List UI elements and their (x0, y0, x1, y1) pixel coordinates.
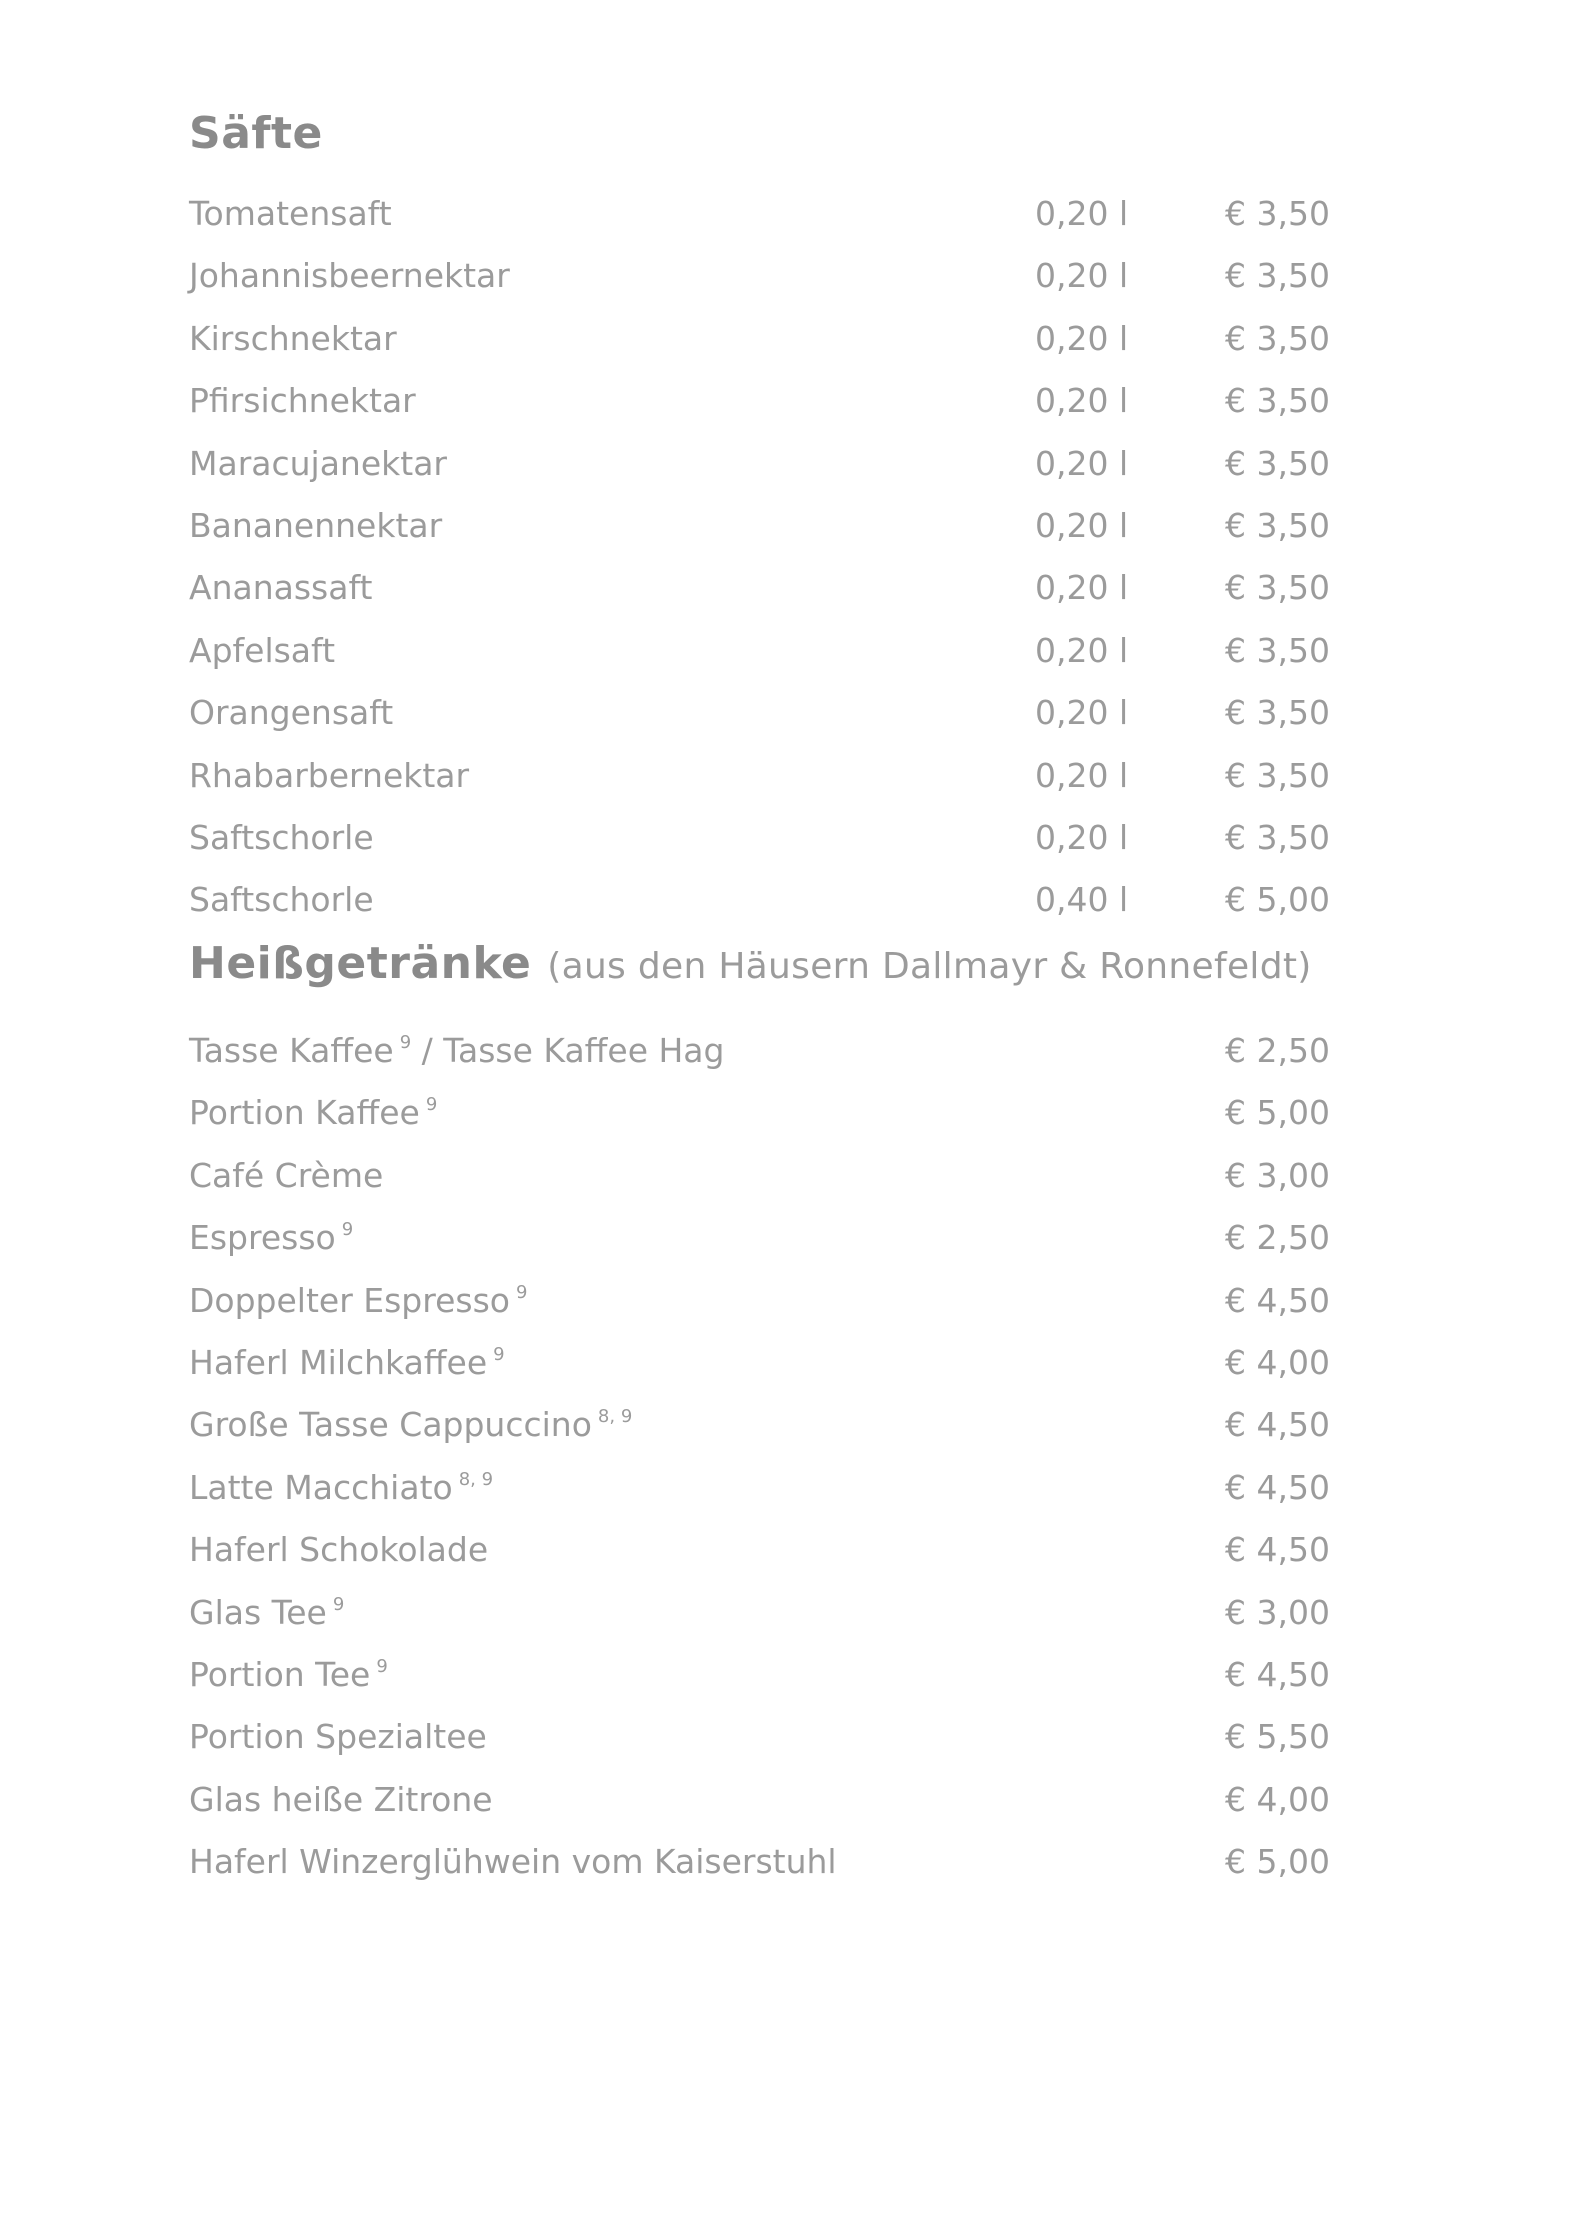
menu-item (189, 1582, 1389, 1644)
menu-item (189, 1831, 1389, 1893)
item-name (189, 1519, 488, 1581)
item-price: € 4,50 (1225, 1654, 1330, 1694)
item-name-text: Portion Kaffee (189, 1093, 420, 1133)
menu-item (189, 1207, 1389, 1269)
item-name-text: Café Crème (189, 1155, 384, 1195)
section-title-text: Säfte (189, 108, 323, 159)
item-name (189, 1769, 493, 1831)
item-volume: 0,40 l (1035, 880, 1129, 920)
menu-item (189, 1706, 1389, 1768)
item-name (189, 869, 374, 931)
item-price: € 3,00 (1225, 1592, 1330, 1632)
item-name (189, 1394, 632, 1462)
menu-item (189, 1394, 1389, 1456)
item-name (189, 1582, 344, 1650)
menu-item (189, 495, 1389, 557)
section-title-text: Heißgetränke (189, 938, 532, 989)
menu-item (189, 1145, 1389, 1207)
item-name (189, 1145, 383, 1207)
section-title-saefte (189, 108, 323, 159)
item-name-text: Ananassaft (189, 568, 373, 608)
item-price: € 3,50 (1225, 568, 1330, 608)
menu-item (189, 682, 1389, 744)
allergen-footnote: 9 (332, 1593, 345, 1615)
menu-item (189, 433, 1389, 495)
item-volume: 0,20 l (1035, 381, 1129, 421)
item-price: € 3,50 (1225, 318, 1330, 358)
item-name (189, 1332, 505, 1400)
item-price: € 4,50 (1225, 1530, 1330, 1570)
item-price: € 2,50 (1225, 1031, 1330, 1070)
item-price: € 3,50 (1225, 194, 1330, 233)
menu-item (189, 807, 1389, 869)
item-name (189, 308, 397, 370)
item-name-text: Große Tasse Cappuccino (189, 1405, 592, 1445)
allergen-footnote: 9 (425, 1094, 438, 1116)
item-name-text: Kirschnektar (189, 318, 397, 358)
allergen-footnote: 9 (341, 1219, 354, 1241)
item-price: € 2,50 (1225, 1218, 1330, 1258)
item-name (189, 183, 392, 245)
menu-item (189, 1270, 1389, 1332)
item-price: € 3,00 (1225, 1155, 1330, 1195)
item-name-text: Glas heiße Zitrone (189, 1779, 493, 1819)
item-name-text: Portion Tee (189, 1654, 371, 1694)
item-name (189, 1644, 388, 1712)
menu-item (189, 1082, 1389, 1144)
item-volume: 0,20 l (1035, 256, 1129, 296)
item-name (189, 745, 469, 807)
section-subtitle: (aus den Häusern Dallmayr & Ronnefeldt) (547, 946, 1312, 987)
allergen-footnote: 9 (493, 1343, 505, 1365)
item-price: € 4,50 (1225, 1405, 1330, 1445)
menu-item (189, 370, 1389, 432)
item-price: € 5,00 (1225, 1842, 1330, 1882)
menu-item (189, 1644, 1389, 1706)
item-name (189, 557, 372, 619)
item-name (189, 1020, 724, 1088)
item-price: € 4,50 (1225, 1280, 1330, 1320)
item-volume: 0,20 l (1035, 194, 1129, 233)
item-name-text: Haferl Winzerglühwein vom Kaiserstuhl (189, 1842, 837, 1882)
item-volume: 0,20 l (1035, 630, 1129, 670)
menu-item (189, 308, 1389, 370)
menu-item (189, 245, 1389, 307)
menu-item (189, 1332, 1389, 1394)
heissgetraenke-list (189, 1020, 1389, 1893)
item-price: € 3,50 (1225, 817, 1330, 857)
allergen-footnote: 9 (376, 1655, 388, 1677)
menu-item (189, 1020, 1389, 1082)
item-name-text: Espresso (189, 1218, 336, 1258)
item-name (189, 682, 393, 744)
menu-item (189, 745, 1389, 807)
menu-item (189, 183, 1389, 245)
allergen-footnote: 8, 9 (458, 1468, 494, 1490)
menu-item (189, 620, 1389, 682)
allergen-footnote: 9 (399, 1032, 412, 1053)
item-price: € 3,50 (1225, 505, 1330, 545)
section-title-heissgetraenke (189, 938, 1312, 989)
item-price: € 3,50 (1225, 256, 1330, 296)
item-name-text: Glas Tee (189, 1592, 327, 1632)
item-volume: 0,20 l (1035, 318, 1129, 358)
item-name-text: Tomatensaft (189, 194, 392, 233)
item-name (189, 620, 335, 682)
item-name-text: Johannisbeernektar (189, 256, 510, 296)
item-name (189, 1831, 837, 1893)
item-volume: 0,20 l (1035, 505, 1129, 545)
item-name-suffix: / Tasse Kaffee Hag (411, 1031, 725, 1070)
item-price: € 4,00 (1225, 1779, 1330, 1819)
allergen-footnote: 9 (515, 1281, 528, 1303)
item-name-text: Maracujanektar (189, 443, 447, 483)
item-name (189, 1082, 437, 1150)
item-price: € 4,00 (1225, 1342, 1330, 1382)
item-name-text: Bananennektar (189, 505, 443, 545)
item-name (189, 1457, 493, 1525)
item-name (189, 370, 416, 432)
item-name-text: Saftschorle (189, 817, 374, 857)
item-volume: 0,20 l (1035, 443, 1129, 483)
menu-item (189, 1519, 1389, 1581)
item-name-text: Haferl Schokolade (189, 1530, 489, 1570)
item-name (189, 1270, 527, 1338)
item-price: € 3,50 (1225, 755, 1330, 795)
allergen-footnote: 8, 9 (597, 1406, 633, 1428)
item-name-text: Apfelsaft (189, 630, 336, 670)
item-price: € 4,50 (1225, 1467, 1330, 1507)
item-name-text: Tasse Kaffee (189, 1031, 394, 1070)
item-volume: 0,20 l (1035, 755, 1129, 795)
item-price: € 3,50 (1225, 630, 1330, 670)
item-name (189, 495, 442, 557)
item-name (189, 1706, 487, 1768)
menu-item (189, 869, 1389, 931)
item-name-text: Portion Spezialtee (189, 1717, 487, 1757)
item-name (189, 433, 447, 495)
item-price: € 5,00 (1225, 880, 1330, 920)
saefte-list (189, 183, 1389, 932)
menu-item (189, 1457, 1389, 1519)
item-volume: 0,20 l (1035, 693, 1129, 733)
item-name-text: Haferl Milchkaffee (189, 1342, 488, 1382)
item-name-text: Rhabarbernektar (189, 755, 470, 795)
item-name-text: Doppelter Espresso (189, 1280, 510, 1320)
item-name-text: Latte Macchiato (189, 1467, 453, 1507)
item-name-text: Saftschorle (189, 880, 374, 920)
item-name-text: Orangensaft (189, 693, 394, 733)
menu-item (189, 1769, 1389, 1831)
item-price: € 3,50 (1225, 693, 1330, 733)
item-price: € 5,50 (1225, 1717, 1330, 1757)
item-name (189, 1207, 353, 1275)
item-price: € 3,50 (1225, 443, 1330, 483)
item-volume: 0,20 l (1035, 568, 1129, 608)
item-price: € 3,50 (1225, 381, 1330, 421)
item-name-text: Pfirsichnektar (189, 381, 416, 421)
item-name (189, 245, 510, 307)
item-name (189, 807, 374, 869)
menu-item (189, 557, 1389, 619)
item-volume: 0,20 l (1035, 817, 1129, 857)
item-price: € 5,00 (1225, 1093, 1330, 1133)
